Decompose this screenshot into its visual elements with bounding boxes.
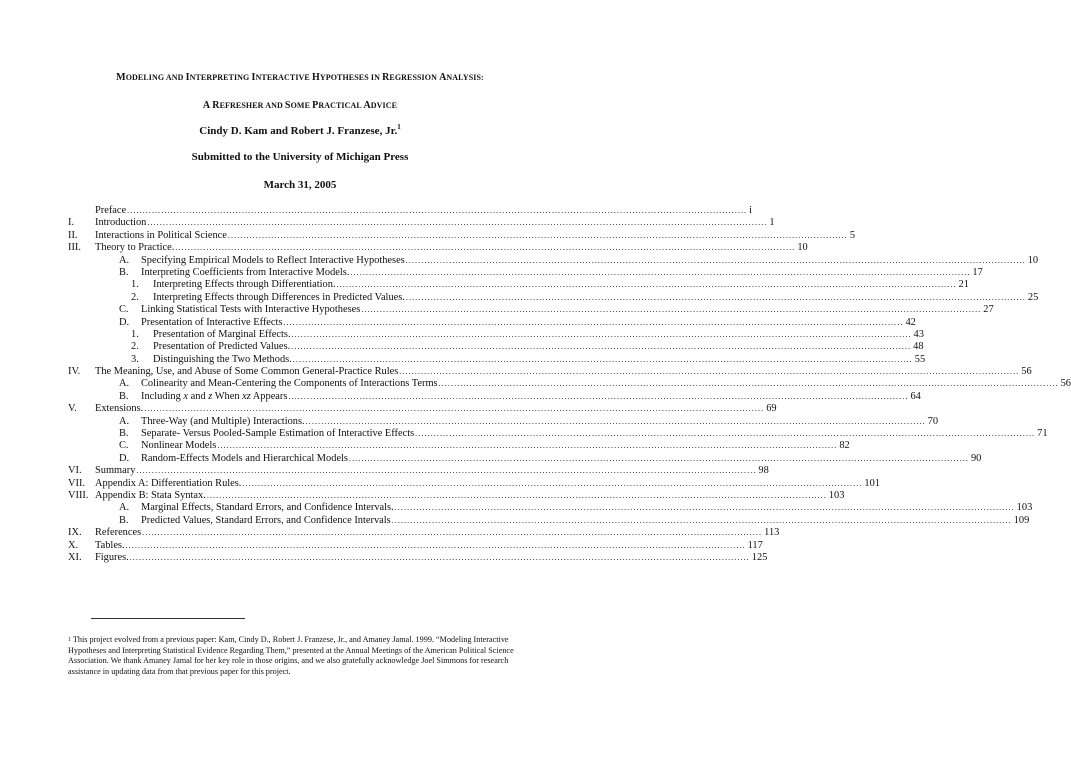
toc-entry[interactable] (68, 514, 1030, 527)
toc-dot-leader: ........................................................................................................................................................................................................ (348, 453, 969, 463)
toc-dot-leader: ........................................................................................................................................................................................................ (147, 218, 768, 228)
toc-dot-leader: ........................................................................................................................................................................................................ (361, 305, 982, 315)
toc-dot-leader: ........................................................................................................................................................................................................ (305, 416, 926, 426)
toc-entry-title: Nonlinear Models (141, 440, 217, 452)
toc-entry[interactable] (68, 304, 994, 316)
toc-entry[interactable] (68, 378, 1071, 390)
toc-entry-number: 1. (131, 328, 139, 340)
toc-entry-number: B. (119, 390, 129, 402)
toc-page-number: 125 (751, 551, 768, 563)
toc-page-number: 98 (758, 465, 769, 477)
table-of-contents (68, 205, 1071, 564)
toc-dot-leader: ........................................................................................................................................................................................................ (405, 292, 1026, 302)
toc-page-number: 17 (972, 266, 983, 278)
toc-entry[interactable] (68, 266, 983, 279)
toc-entry-number: XI. (68, 551, 82, 563)
toc-entry-title: Three-Way (and Multiple) Interactions. (141, 415, 305, 427)
toc-entry[interactable] (68, 328, 924, 341)
toc-dot-leader: ........................................................................................................................................................................................................ (206, 490, 827, 500)
toc-page-number: 56 (1060, 378, 1071, 390)
toc-entry-title: Distinguishing the Two Methods. (153, 353, 292, 365)
toc-entry[interactable] (68, 452, 982, 465)
toc-entry[interactable] (68, 217, 775, 229)
toc-entry[interactable] (68, 465, 769, 477)
toc-dot-leader: ........................................................................................................................................................................................................ (242, 478, 863, 488)
toc-entry-number: B. (119, 428, 129, 440)
toc-entry[interactable] (68, 242, 808, 254)
toc-page-number: 113 (764, 527, 780, 539)
toc-entry[interactable] (68, 205, 753, 217)
toc-entry-title: Appendix A: Differentiation Rules. (95, 477, 242, 489)
toc-entry-number: B. (119, 514, 129, 526)
toc-entry-title: Interpreting Effects through Differentiation. (153, 279, 336, 291)
toc-entry[interactable] (68, 291, 1039, 304)
toc-dot-leader: ........................................................................................................................................................................................................ (136, 466, 757, 476)
toc-entry-number: A. (119, 502, 130, 514)
toc-entry[interactable] (68, 229, 856, 242)
toc-page-number: 55 (914, 353, 926, 365)
toc-entry-number: 1. (131, 279, 139, 291)
toc-page-number: 42 (905, 316, 916, 328)
toc-entry-title: The Meaning, Use, and Abuse of Some Common General-Practice Rules (95, 366, 399, 378)
authors (0, 125, 600, 137)
toc-page-number: 69 (766, 403, 777, 415)
toc-entry-number: IX. (68, 527, 82, 539)
toc-page-number: i (749, 205, 753, 216)
toc-dot-leader: ........................................................................................................................................................................................................ (144, 404, 765, 414)
toc-entry-title: Figures. (95, 551, 129, 563)
toc-entry[interactable] (68, 551, 768, 564)
toc-entry[interactable] (68, 316, 916, 329)
toc-entry-title: Predicted Values, Standard Errors, and Confidence Intervals (141, 514, 391, 526)
toc-dot-leader: ........................................................................................................................................................................................................ (415, 429, 1036, 439)
toc-dot-leader: ........................................................................................................................................................................................................ (129, 552, 750, 562)
toc-page-number: 64 (910, 390, 921, 402)
toc-dot-leader: ........................................................................................................................................................................................................ (227, 230, 848, 240)
toc-entry-number: D. (119, 316, 130, 328)
toc-entry-title: Specifying Empirical Models to Reflect Interactive Hypotheses (141, 254, 405, 266)
toc-entry-title: Presentation of Interactive Effects (141, 316, 283, 328)
toc-entry-title: Appendix B: Stata Syntax. (95, 489, 206, 501)
toc-entry-title: Colinearity and Mean-Centering the Components of Interactions Terms (141, 378, 438, 390)
toc-entry-title: References (95, 527, 142, 539)
toc-page-number: 103 (828, 489, 845, 501)
footnote-divider (91, 618, 245, 619)
toc-page-number: 43 (913, 328, 924, 340)
toc-entry[interactable] (68, 440, 850, 452)
toc-entry[interactable] (68, 341, 924, 353)
toc-entry-number: 3. (131, 353, 139, 365)
toc-entry-title: Linking Statistical Tests with Interactive Hypotheses (141, 304, 361, 316)
toc-entry-number: D. (119, 452, 130, 464)
toc-page-number: 117 (747, 539, 763, 551)
toc-page-number: 82 (839, 440, 850, 452)
toc-dot-leader: ........................................................................................................................................................................................................ (283, 317, 904, 327)
toc-entry[interactable] (68, 254, 1039, 267)
toc-dot-leader: ........................................................................................................................................................................................................ (350, 267, 971, 277)
footnote-text: This project evolved from a previous paper: Kam, Cindy D., Robert J. Franzese, Jr., and Amaney Jamal. 1999. “Modeling Interactive Hypotheses and Interpreting Statistical Evidence Regarding Them,” presented at the Annual Meetings of the American Political Science Association. We thank Amaney Jamal for her key role in those origins, and we also gratefully acknowledge Joel Simmons for research assistance in updating data from that previous paper for this project. (68, 635, 514, 676)
toc-dot-leader: ........................................................................................................................................................................................................ (175, 243, 796, 253)
toc-entry-title: Including x and z When xz Appears (141, 390, 288, 402)
toc-entry-title: Interpreting Coefficients from Interactive Models. (141, 266, 350, 278)
toc-entry[interactable] (68, 502, 1033, 514)
toc-entry-title: Presentation of Predicted Values. (153, 341, 291, 353)
toc-entry-number: B. (119, 266, 129, 278)
toc-page-number: 103 (1016, 502, 1033, 514)
toc-dot-leader: ........................................................................................................................................................................................................ (336, 280, 957, 290)
document-date: March 31, 2005 (263, 179, 337, 191)
toc-page-number: 56 (1021, 366, 1032, 378)
toc-entry[interactable] (68, 489, 845, 502)
footnote (68, 635, 532, 677)
toc-page-number: 1 (769, 217, 775, 229)
toc-entry-number: C. (119, 304, 129, 316)
toc-entry-number: V. (68, 403, 77, 415)
toc-dot-leader: ........................................................................................................................................................................................................ (438, 379, 1059, 389)
toc-entry-number: A. (119, 415, 130, 427)
toc-page-number: 90 (970, 452, 982, 464)
toc-entry-title: Preface (95, 205, 127, 216)
toc-entry[interactable] (68, 366, 1032, 378)
toc-entry-number: X. (68, 539, 79, 551)
toc-entry-number: II. (68, 229, 78, 241)
toc-dot-leader: ........................................................................................................................................................................................................ (288, 391, 909, 401)
toc-dot-leader: ........................................................................................................................................................................................................ (127, 206, 748, 215)
toc-page-number: 25 (1027, 291, 1039, 303)
toc-entry[interactable] (68, 403, 777, 415)
toc-page-number: 71 (1037, 428, 1048, 440)
toc-entry[interactable] (68, 279, 969, 291)
toc-dot-leader: ........................................................................................................................................................................................................ (291, 329, 912, 339)
toc-entry-number: C. (119, 440, 129, 452)
toc-entry[interactable] (68, 428, 1048, 440)
toc-entry-title: Marginal Effects, Standard Errors, and Confidence Intervals. (141, 502, 394, 514)
toc-dot-leader: ........................................................................................................................................................................................................ (399, 367, 1020, 377)
toc-dot-leader: ........................................................................................................................................................................................................ (292, 354, 913, 364)
toc-dot-leader: ........................................................................................................................................................................................................ (142, 528, 763, 538)
toc-entry-title: Interpreting Effects through Differences in Predicted Values. (153, 291, 405, 303)
toc-page-number: 101 (864, 477, 881, 489)
toc-entry[interactable] (68, 527, 780, 539)
toc-dot-leader: ........................................................................................................................................................................................................ (217, 441, 838, 451)
toc-entry[interactable] (68, 353, 926, 366)
toc-entry-title: Theory to Practice. (95, 242, 175, 254)
title-line-2: A REFRESHER AND SOME PRACTICAL ADVICE (202, 100, 398, 111)
toc-entry-title: Separate- Versus Pooled-Sample Estimation of Interactive Effects (141, 428, 415, 440)
footnote-marker: 1 (68, 637, 71, 643)
toc-dot-leader: ........................................................................................................................................................................................................ (291, 342, 912, 352)
toc-page-number: 21 (958, 279, 969, 291)
toc-entry-number: VII. (68, 477, 86, 489)
title-line-1: MODELING AND INTERPRETING INTERACTIVE HYPOTHESES IN REGRESSION ANALYSIS: (116, 72, 484, 83)
toc-entry-number: VI. (68, 465, 82, 477)
footnote-ref[interactable]: 1 (397, 123, 401, 131)
submission-note: Submitted to the University of Michigan Press (191, 151, 409, 163)
toc-page-number: 70 (927, 415, 939, 427)
toc-entry-number: III. (68, 242, 81, 254)
toc-page-number: 48 (913, 341, 924, 353)
toc-page-number: 10 (797, 242, 808, 254)
toc-dot-leader: ........................................................................................................................................................................................................ (391, 515, 1012, 525)
toc-entry-title: Random-Effects Models and Hierarchical Models (141, 452, 348, 464)
authors-names: Cindy D. Kam and Robert J. Franzese, Jr. (199, 125, 398, 137)
toc-entry[interactable] (68, 477, 881, 490)
toc-entry-title: Extensions. (95, 403, 144, 415)
toc-entry-number: 2. (131, 291, 139, 303)
toc-dot-leader: ........................................................................................................................................................................................................ (405, 255, 1026, 265)
toc-dot-leader: ........................................................................................................................................................................................................ (125, 540, 746, 550)
toc-entry-number: A. (119, 378, 130, 390)
toc-page-number: 27 (983, 304, 994, 316)
toc-page-number: 10 (1027, 254, 1039, 266)
toc-entry[interactable] (68, 539, 763, 552)
toc-page-number: 109 (1013, 514, 1030, 526)
toc-entry-number: A. (119, 254, 130, 266)
toc-entry-number: I. (68, 217, 75, 229)
toc-entry-title: Presentation of Marginal Effects. (153, 328, 291, 340)
toc-dot-leader: ........................................................................................................................................................................................................ (394, 503, 1015, 513)
toc-entry-number: 2. (131, 341, 139, 353)
toc-entry-title: Summary (95, 465, 136, 477)
toc-entry-title: Interactions in Political Science (95, 229, 227, 241)
toc-entry-number: VIII. (68, 489, 89, 501)
toc-entry-number: IV. (68, 366, 81, 378)
toc-entry[interactable] (68, 415, 939, 428)
toc-entry-title: Introduction (95, 217, 147, 229)
toc-entry[interactable] (68, 390, 921, 403)
toc-page-number: 5 (849, 229, 856, 241)
toc-entry-title: Tables. (95, 539, 125, 551)
